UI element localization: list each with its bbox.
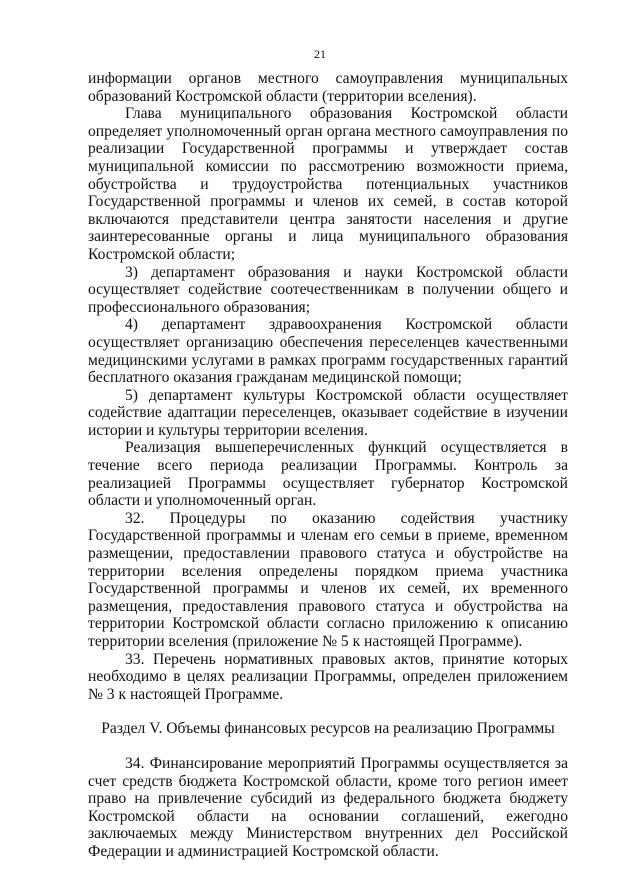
paragraph-item-3-education: 3) департамент образования и науки Костромской области осуществляет содействие соотечественникам в получении общего и профессионального образования;: [88, 263, 568, 316]
paragraph-33-regulations: 33. Перечень нормативных правовых актов, принятие которых необходимо в целях реализации Программы, определен приложением № 3 к настоящей Программе.: [88, 650, 568, 703]
document-body: [88, 70, 568, 861]
paragraph-32-procedures: 32. Процедуры по оказанию содействия участнику Государственной программы и членам его семьи в приеме, временном размещении, предоставлении правового статуса и обустройстве на территории вселения определены порядком приема участника Государственной программы и членов их семей, их временного размещения, предоставления правового статуса и обустройства на территории Костромской области согласно приложению к описанию территории вселения (приложение № 5 к настоящей Программе).: [88, 509, 568, 650]
section-heading: Раздел V. Объемы финансовых ресурсов на реализацию Программы: [101, 720, 555, 738]
paragraph-continuation: информации органов местного самоуправления муниципальных образований Костромской области (территории вселения).: [88, 70, 568, 105]
paragraph-municipal-head: Глава муниципального образования Костромской области определяет уполномоченный орган органа местного самоуправления по реализации Государственной программы и утверждает состав муниципальной комиссии по рассмотрению возможности приема, обустройства и трудоустройства потенциальных участников Государственной программы и членов их семей, в состав которой включаются представители центра занятости населения и другие заинтересованные органы и лица муниципального образования Костромской области;: [88, 105, 568, 263]
paragraph-item-5-culture: 5) департамент культуры Костромской области осуществляет содействие адаптации переселенцев, оказывает содействие в изучении истории и культуры территории вселения.: [88, 386, 568, 439]
paragraph-implementation-control: Реализация вышеперечисленных функций осуществляется в течение всего периода реализации Программы. Контроль за реализацией Программы осуществляет губернатор Костромской области и уполномоченный орган.: [88, 439, 568, 510]
paragraph-34-financing: 34. Финансирование мероприятий Программы осуществляется за счет средств бюджета Костромской области, кроме того регион имеет право на привлечение субсидий из федерального бюджета бюджету Костромской области на основании соглашений, ежегодно заключаемых между Министерством внутренних дел Российской Федерации и администрацией Костромской области.: [88, 754, 568, 860]
page-number: 21: [314, 47, 326, 61]
paragraph-item-4-healthcare: 4) департамент здравоохранения Костромской области осуществляет организацию обеспечения переселенцев качественными медицинскими услугами в рамках программ государственных гарантий бесплатного оказания гражданам медицинской помощи;: [88, 316, 568, 387]
